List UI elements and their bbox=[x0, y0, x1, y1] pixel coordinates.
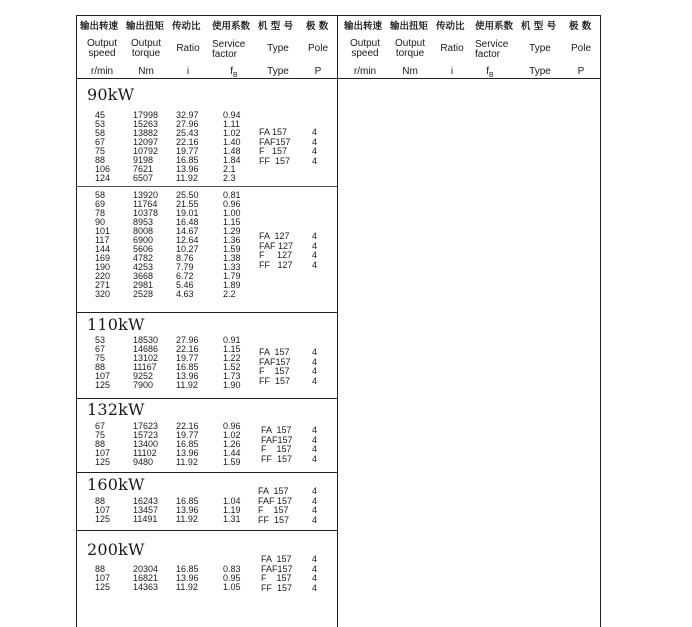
divider bbox=[76, 472, 337, 473]
torque-values: 13920 11764 10378 8953 8008 6900 5606 4782 4253 3668 2981 2528 bbox=[133, 190, 159, 299]
col-ratio-zh-right: 传动比 bbox=[436, 21, 465, 32]
speed-values: 45 53 58 67 75 88 106 124 bbox=[95, 110, 111, 183]
pole-values: 4 4 4 4 bbox=[312, 347, 318, 386]
col-torque-zh-right: 输出扭矩 bbox=[390, 21, 429, 32]
pole-values: 4 4 4 4 bbox=[312, 231, 318, 270]
col-speed-en2: speed bbox=[88, 48, 116, 59]
pole-values: 4 4 4 4 bbox=[312, 425, 318, 464]
divider bbox=[76, 186, 337, 187]
pole-values: 4 4 4 4 bbox=[312, 127, 318, 166]
speed-values: 67 75 88 107 125 bbox=[95, 421, 111, 467]
col-type-unit: Type bbox=[267, 66, 289, 77]
col-torque-en2: torque bbox=[131, 48, 161, 59]
ratio-values: 27.96 22.16 19.77 16.85 13.96 11.92 bbox=[176, 335, 199, 390]
torque-values: 18530 14686 13102 11167 9252 7900 bbox=[133, 335, 159, 390]
col-torque-zh: 输出扭矩 bbox=[126, 21, 165, 32]
speed-values: 58 69 78 90 101 117 144 169 190 220 271 320 bbox=[95, 190, 111, 299]
col-type-en1-right: Type bbox=[529, 43, 551, 54]
torque-values: 17998 15263 13882 12097 10792 9198 7621 6507 bbox=[133, 110, 159, 183]
col-speed-en2-right: speed bbox=[351, 48, 379, 59]
col-type-en1: Type bbox=[267, 43, 289, 54]
col-ratio-unit: i bbox=[186, 66, 190, 77]
factor-values: 0.81 0.96 1.00 1.15 1.29 1.36 1.59 1.38 1.33 1.79 1.89 2.2 bbox=[223, 190, 241, 299]
ratio-values: 25.50 21.55 19.01 16.48 14.67 12.64 10.27 8.76 7.79 6.72 5.46 4.63 bbox=[176, 190, 199, 299]
type-values: FA 157 FAF157 F 157 FF 157 bbox=[261, 425, 293, 464]
divider bbox=[76, 312, 337, 313]
col-torque-en1: Output bbox=[130, 38, 162, 49]
ratio-values: 16.85 13.96 11.92 bbox=[176, 496, 199, 524]
pole-values: 4 4 4 4 bbox=[312, 554, 318, 593]
col-torque-unit-right: Nm bbox=[402, 66, 418, 77]
col-speed-unit: r/min bbox=[90, 66, 114, 77]
col-type-zh: 机 型 号 bbox=[258, 21, 294, 32]
col-factor-unit-right: $f_B$ bbox=[486, 66, 494, 79]
right-empty-panel bbox=[338, 79, 600, 627]
col-factor-en1-right: Service bbox=[475, 39, 509, 50]
factor-values: 0.83 0.95 1.05 bbox=[223, 564, 241, 592]
power-heading-110kw: 110kW bbox=[87, 315, 145, 334]
factor-values: 0.94 1.11 1.02 1.40 1.48 1.84 2.1 2.3 bbox=[223, 110, 241, 183]
speed-values: 53 67 75 88 107 125 bbox=[95, 335, 111, 390]
torque-values: 17623 15723 13400 11102 9480 bbox=[133, 421, 159, 467]
power-heading-160kw: 160kW bbox=[87, 475, 145, 494]
col-ratio-zh: 传动比 bbox=[172, 21, 201, 32]
factor-values: 0.91 1.15 1.22 1.52 1.73 1.90 bbox=[223, 335, 241, 390]
col-pole-unit: P bbox=[314, 66, 322, 77]
col-speed-zh: 输出转速 bbox=[80, 21, 119, 32]
ratio-values: 32.97 27.96 25.43 22.16 19.77 16.85 13.96 11.92 bbox=[176, 110, 199, 183]
factor-values: 1.04 1.19 1.31 bbox=[223, 496, 241, 524]
divider bbox=[76, 530, 337, 531]
speed-values: 88 107 125 bbox=[95, 564, 111, 592]
col-speed-unit-right: r/min bbox=[353, 66, 377, 77]
col-torque-en2-right: torque bbox=[395, 48, 425, 59]
speed-values: 88 107 125 bbox=[95, 496, 111, 524]
torque-values: 16243 13457 11491 bbox=[133, 496, 159, 524]
col-factor-en1: Service bbox=[212, 39, 246, 50]
col-ratio-en1-right: Ratio bbox=[440, 43, 464, 54]
table-top-border bbox=[76, 15, 601, 16]
ratio-values: 22.16 19.77 16.85 13.96 11.92 bbox=[176, 421, 199, 467]
type-values: FA 157 FAF 157 F 157 FF 157 bbox=[258, 486, 293, 525]
col-factor-en2: factor bbox=[212, 49, 238, 60]
table-left-border bbox=[76, 15, 77, 627]
col-pole-en1-right: Pole bbox=[570, 43, 591, 54]
col-ratio-en1: Ratio bbox=[176, 43, 200, 54]
col-speed-en1-right: Output bbox=[349, 38, 381, 49]
col-torque-en1-right: Output bbox=[394, 38, 426, 49]
power-heading-132kw: 132kW bbox=[87, 400, 145, 419]
col-factor-unit: $f_B$ bbox=[230, 66, 238, 79]
col-factor-zh-right: 使用系数 bbox=[475, 21, 514, 32]
col-pole-zh-right: 极 数 bbox=[569, 21, 592, 32]
torque-values: 20304 16821 14363 bbox=[133, 564, 159, 592]
col-pole-unit-right: P bbox=[577, 66, 585, 77]
type-values: FA 127 FAF 127 F 127 FF 127 bbox=[259, 231, 294, 270]
col-pole-zh: 极 数 bbox=[306, 21, 329, 32]
col-factor-en2-right: factor bbox=[475, 49, 501, 60]
type-values: FA 157 FAF157 F 157 FF 157 bbox=[261, 554, 293, 593]
pole-values: 4 4 4 4 bbox=[312, 486, 318, 525]
type-values: FA 157 FAF157 F 157 FF 157 bbox=[259, 127, 291, 166]
table-right-border bbox=[600, 15, 601, 627]
factor-values: 0.96 1.02 1.26 1.44 1.59 bbox=[223, 421, 241, 467]
col-torque-unit: Nm bbox=[138, 66, 154, 77]
col-ratio-unit-right: i bbox=[450, 66, 454, 77]
power-heading-200kw: 200kW bbox=[87, 540, 145, 559]
type-values: FA 157 FAF157 F 157 FF 157 bbox=[259, 347, 291, 386]
col-speed-zh-right: 输出转速 bbox=[344, 21, 383, 32]
power-heading-90kw: 90kW bbox=[87, 85, 135, 104]
ratio-values: 16.85 13.96 11.92 bbox=[176, 564, 199, 592]
col-speed-en1: Output bbox=[86, 38, 118, 49]
col-type-zh-right: 机 型 号 bbox=[521, 21, 557, 32]
col-pole-en1: Pole bbox=[307, 43, 328, 54]
col-type-unit-right: Type bbox=[529, 66, 551, 77]
col-factor-zh: 使用系数 bbox=[212, 21, 251, 32]
divider bbox=[76, 398, 337, 399]
